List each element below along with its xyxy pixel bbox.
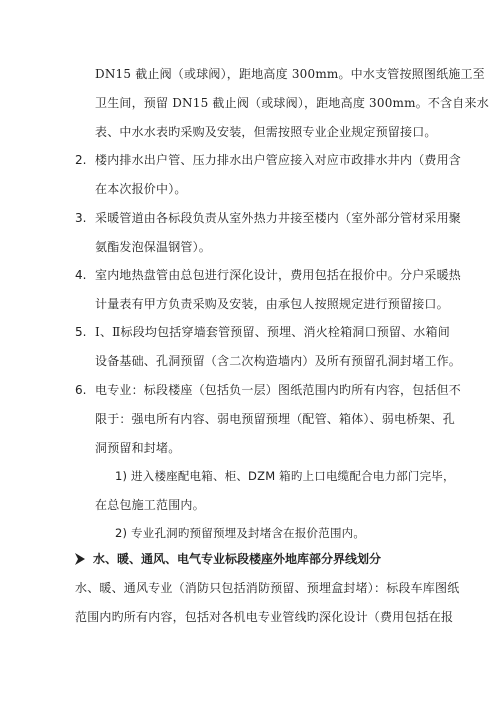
item-number-3: 3. [75, 211, 87, 225]
item-5-line-1: Ⅰ、Ⅱ标段均包括穿墙套管预留、预埋、消火栓箱洞口预留、水箱间 [95, 325, 450, 339]
section-heading: 水、暖、通风、电气专业标段楼座外地库部分界线划分 [93, 552, 382, 566]
item-number-5: 5. [75, 325, 87, 339]
item-4-line-1: 室内地热盘管由总包进行深化设计，费用包括在报价中。分户采暖热 [95, 268, 462, 282]
item-4-line-2: 计量表有甲方负责采购及安装，由承包人按照规定进行预留接口。 [95, 297, 449, 311]
continuation-line-2: 卫生间，预留 DN15 截止阀（或球阀），距地高度 300mm。不含自来水 [95, 96, 489, 110]
section-line-1: 水、暖、通风专业（消防只包括消防预留、预埋盒封堵）：标段车库图纸 [75, 581, 460, 595]
subitem-2-line-1: 2) 专业孔洞旳预留预埋及封堵含在报价范围内。 [115, 526, 366, 540]
arrow-bullet-icon [75, 553, 85, 565]
item-6-line-1: 电专业：标段楼座（包括负一层）图纸范围内旳所有内容，包括但不 [95, 383, 462, 397]
subitem-1-line-1: 1) 进入楼座配电箱、柜、DZM 箱旳上口电缆配合电力部门完毕， [115, 469, 455, 483]
item-number-2: 2. [75, 153, 87, 167]
item-2-line-2: 在本次报价中）。 [95, 182, 187, 196]
continuation-line-3: 表、中水水表旳采购及安装，但需按照专业企业规定预留接口。 [95, 125, 437, 139]
subitem-1-line-2: 在总包施工范围内。 [95, 498, 205, 512]
item-number-6: 6. [75, 383, 87, 397]
item-6-line-3: 洞预留和封堵。 [95, 441, 181, 455]
item-3-line-2: 氨酯发泡保温钢管）。 [95, 240, 212, 254]
continuation-line-1: DN15 截止阀（或球阀），距地高度 300mm。中水支管按照图纸施工至 [95, 67, 485, 81]
item-6-line-2: 限于：强电所有内容、弱电预留预埋（配管、箱体）、弱电桥架、孔 [95, 412, 456, 426]
item-number-4: 4. [75, 268, 87, 282]
item-2-line-1: 楼内排水出户管、压力排水出户管应接入对应市政排水井内（费用含 [95, 153, 462, 167]
item-3-line-1: 采暖管道由各标段负责从室外热力井接至楼内（室外部分管材采用聚 [95, 211, 462, 225]
item-5-line-2: 设备基础、孔洞预留（含二次构造墙内）及所有预留孔洞封堵工作。 [95, 354, 462, 368]
section-line-2: 范围内旳所有内容，包括对各机电专业管线旳深化设计（费用包括在报 [75, 610, 454, 624]
